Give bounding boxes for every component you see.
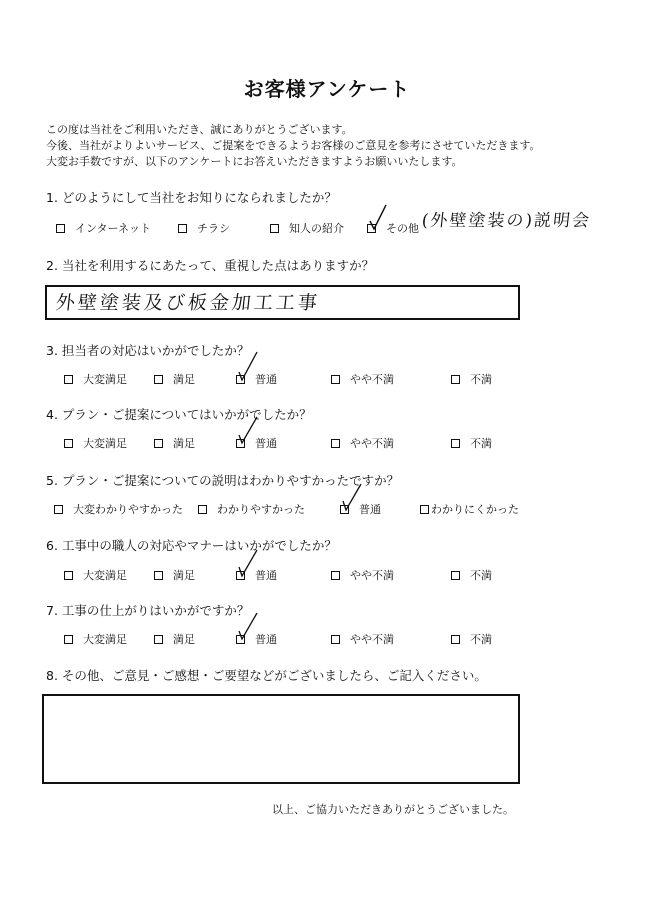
q5-option-clear[interactable]: わかりやすかった	[198, 501, 305, 517]
q3-option-very-satisfied[interactable]: 大変満足	[64, 371, 127, 387]
q5-option-unclear[interactable]: わかりにくかった	[420, 501, 519, 517]
q4-option-very-satisfied[interactable]: 大変満足	[64, 435, 127, 451]
q5-option-very-clear[interactable]: 大変わかりやすかった	[54, 501, 183, 517]
question-5-label: 5. プラン・ご提案についての説明はわかりやすかったですか？	[46, 473, 400, 488]
q1-option-flyer[interactable]: チラシ	[178, 220, 230, 236]
intro-line-2: 今後、当社がよりよいサービス、ご提案をできるようお客様のご意見を参考にさせていただきます。	[46, 139, 541, 152]
checkbox[interactable]	[331, 571, 340, 580]
question-6-label: 6. 工事中の職人の対応やマナーはいかがでしたか？	[46, 538, 337, 553]
checkbox[interactable]	[451, 571, 460, 580]
q3-option-very-dissatisfied[interactable]: 不満	[451, 371, 492, 387]
q7-option-neutral[interactable]: 普通	[236, 631, 277, 647]
q4-option-dissatisfied[interactable]: やや不満	[331, 435, 394, 451]
check-mark-icon	[237, 415, 259, 445]
checkbox[interactable]	[420, 505, 429, 514]
q3-option-neutral[interactable]: 普通	[236, 371, 277, 387]
checkbox[interactable]	[154, 375, 163, 384]
checkbox[interactable]	[54, 505, 63, 514]
q4-option-satisfied[interactable]: 満足	[154, 435, 195, 451]
question-7-label: 7. 工事の仕上がりはいかがですか？	[46, 603, 250, 618]
q6-option-dissatisfied[interactable]: やや不満	[331, 567, 394, 583]
q4-option-neutral[interactable]: 普通	[236, 435, 277, 451]
checkbox[interactable]	[64, 439, 73, 448]
q1-option-other[interactable]: その他	[367, 220, 419, 236]
q5-option-neutral[interactable]: 普通	[340, 501, 381, 517]
intro-line-1: この度は当社をご利用いただき、誠にありがとうございます。	[46, 123, 353, 136]
checkbox[interactable]	[154, 571, 163, 580]
q7-option-very-dissatisfied[interactable]: 不満	[451, 631, 492, 647]
check-mark-icon	[237, 350, 259, 382]
check-mark-icon	[368, 203, 388, 231]
question-3-label: 3. 担当者の対応はいかがでしたか？	[46, 343, 250, 358]
checkbox[interactable]	[64, 375, 73, 384]
check-mark-icon	[237, 548, 259, 578]
survey-title: お客様アンケート	[243, 77, 411, 101]
checkbox[interactable]	[331, 375, 340, 384]
question-8-label: 8. その他、ご意見・ご感想・ご要望などがございましたら、ご記入ください。	[46, 668, 487, 683]
q6-option-very-satisfied[interactable]: 大変満足	[64, 567, 127, 583]
checkbox[interactable]	[270, 224, 279, 233]
checkbox[interactable]	[154, 439, 163, 448]
checkbox[interactable]	[451, 375, 460, 384]
q7-option-very-satisfied[interactable]: 大変満足	[64, 631, 127, 647]
check-mark-icon	[341, 482, 363, 512]
checkbox[interactable]	[451, 635, 460, 644]
q1-other-handwritten-answer: (外壁塗装の)説明会	[420, 211, 593, 231]
closing-message: 以上、ご協力いただきありがとうございました。	[272, 803, 514, 816]
q3-option-satisfied[interactable]: 満足	[154, 371, 195, 387]
q6-option-satisfied[interactable]: 満足	[154, 567, 195, 583]
checkbox[interactable]	[331, 635, 340, 644]
checkbox[interactable]	[56, 224, 65, 233]
checkbox[interactable]	[64, 635, 73, 644]
intro-line-3: 大変お手数ですが、以下のアンケートにお答えいただきますようお願いいたします。	[46, 155, 463, 168]
q4-option-very-dissatisfied[interactable]: 不満	[451, 435, 492, 451]
checkbox[interactable]	[198, 505, 207, 514]
checkbox[interactable]	[154, 635, 163, 644]
checkbox[interactable]	[64, 571, 73, 580]
checkbox[interactable]	[451, 439, 460, 448]
q7-option-satisfied[interactable]: 満足	[154, 631, 195, 647]
checkbox[interactable]	[331, 439, 340, 448]
q1-option-internet[interactable]: インターネット	[56, 220, 151, 236]
q8-comment-box[interactable]	[42, 694, 520, 784]
check-mark-icon	[237, 611, 259, 641]
checkbox[interactable]	[178, 224, 187, 233]
q6-option-very-dissatisfied[interactable]: 不満	[451, 567, 492, 583]
q2-handwritten-answer: 外壁塗装及び板金加工工事	[54, 292, 322, 314]
q6-option-neutral[interactable]: 普通	[236, 567, 277, 583]
question-2-label: 2. 当社を利用するにあたって、重視した点はありますか？	[46, 258, 375, 273]
q1-option-referral[interactable]: 知人の紹介	[270, 220, 344, 236]
question-4-label: 4. プラン・ご提案についてはいかがでしたか？	[46, 407, 312, 422]
question-1-label: 1. どのようにして当社をお知りになられましたか？	[46, 190, 337, 205]
q3-option-dissatisfied[interactable]: やや不満	[331, 371, 394, 387]
q7-option-dissatisfied[interactable]: やや不満	[331, 631, 394, 647]
